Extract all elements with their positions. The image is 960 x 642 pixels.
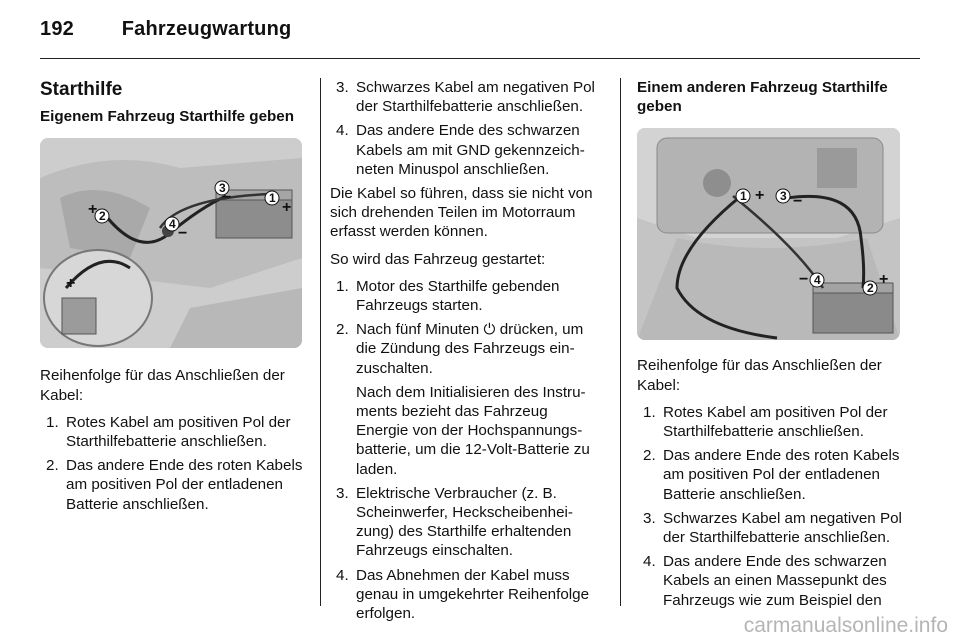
connection-steps-list	[40, 413, 305, 514]
subtitle-other-vehicle: Einem anderen Fahrzeug Starthilfe geben	[637, 79, 888, 116]
start-steps-list	[330, 277, 604, 623]
plus-mark: +	[879, 271, 889, 289]
jumpstart-other-vehicle-illustration	[637, 128, 900, 340]
list-item: 1. Motor des Starthilfe gebenden Fahrzeugs starten.	[336, 277, 560, 315]
plus-mark: +	[755, 187, 765, 205]
list-item: 4. Das Abnehmen der Kabel muss genau in umgekehrter Reihenfolge erfolgen.	[336, 566, 590, 623]
watermark: carmanualsonline.info	[743, 614, 948, 637]
list-item: 2. Das andere Ende des roten Kabels am positiven Pol der entladenen Batterie anschließen.	[643, 447, 900, 503]
section-title: Starthilfe	[40, 79, 123, 100]
list-item: 1. Rotes Kabel am positiven Pol der Starthilfebatterie anschließen.	[46, 413, 291, 451]
column-1	[40, 70, 305, 519]
start-intro-text: So wird das Fahrzeug gestartet:	[330, 250, 546, 268]
intro-text: Reihenfolge für das Anschließen der Kabel:	[637, 357, 882, 394]
list-item: 4. Das andere Ende des schwarzen Kabels an einen Massepunkt des Fahrzeugs wie zum Beispiel den	[643, 553, 887, 609]
label-4: 4	[169, 217, 176, 232]
header-rule	[40, 58, 920, 59]
list-item: 2. Das andere Ende des roten Kabels am positiven Pol der entladenen Batterie anschließen.	[46, 457, 303, 513]
plus-mark: +	[282, 199, 292, 217]
list-item: 4. Das andere Ende des schwarzen Kabels am mit GND gekennzeichneten Minuspol anschließen.	[336, 122, 585, 178]
cable-routing-text: Die Kabel so führen, dass sie nicht von sich drehenden Teilen im Motorraum erfasst werden können.	[330, 185, 593, 241]
chapter-title: Fahrzeugwartung	[121, 18, 292, 40]
column-2	[330, 78, 604, 628]
minus-mark: −	[222, 189, 232, 207]
label-2: 2	[867, 281, 874, 296]
label-2: 2	[99, 209, 106, 224]
minus-mark: −	[178, 225, 188, 243]
label-1: 1	[269, 191, 276, 206]
intro-text: Reihenfolge für das Anschließen der Kabel:	[40, 367, 285, 404]
label-1: 1	[740, 189, 747, 204]
column-3	[637, 78, 902, 615]
page-number: 192	[40, 18, 74, 40]
label-3: 3	[780, 189, 787, 204]
jumpstart-own-vehicle-illustration	[40, 138, 302, 348]
connection-steps-list	[637, 403, 902, 610]
page-header	[40, 18, 291, 41]
minus-mark: −	[793, 193, 803, 211]
plus-mark: +	[88, 201, 98, 219]
list-item: 3. Elektrische Verbraucher (z. B. Scheinwerfer, Heckscheibenheizung) des Starthilfe erhaltenden Fahrzeugs einschalten.	[336, 484, 573, 560]
column-divider-1	[320, 78, 321, 606]
minus-mark: −	[799, 271, 809, 289]
column-divider-2	[620, 78, 621, 606]
plus-mark: +	[66, 275, 76, 293]
list-item: 2. Nach fünf Minuten ⏻ drücken, um die Zündung des Fahrzeugs einzuschalten. Nach dem Initialisieren des Instruments bezieht das Fahrzeug Energie von der Hochspannungsbatterie, um die 12-Volt-Batterie zu laden.	[330, 320, 604, 479]
list-item: 3. Schwarzes Kabel am negativen Pol der Starthilfebatterie anschließen.	[336, 79, 595, 116]
subtitle-own-vehicle: Eigenem Fahrzeug Starthilfe geben	[40, 108, 295, 126]
label-3: 3	[219, 181, 226, 196]
list-item-note: Nach dem Initialisieren des Instruments bezieht das Fahrzeug Energie von der Hochspannungsbatterie, um die 12-Volt-Batterie zu laden.	[356, 383, 590, 478]
label-4: 4	[814, 273, 821, 288]
connection-steps-continued	[330, 78, 604, 179]
list-item: 3. Schwarzes Kabel am negativen Pol der Starthilfebatterie anschließen.	[643, 509, 902, 547]
list-item: 1. Rotes Kabel am positiven Pol der Starthilfebatterie anschließen.	[643, 403, 888, 441]
